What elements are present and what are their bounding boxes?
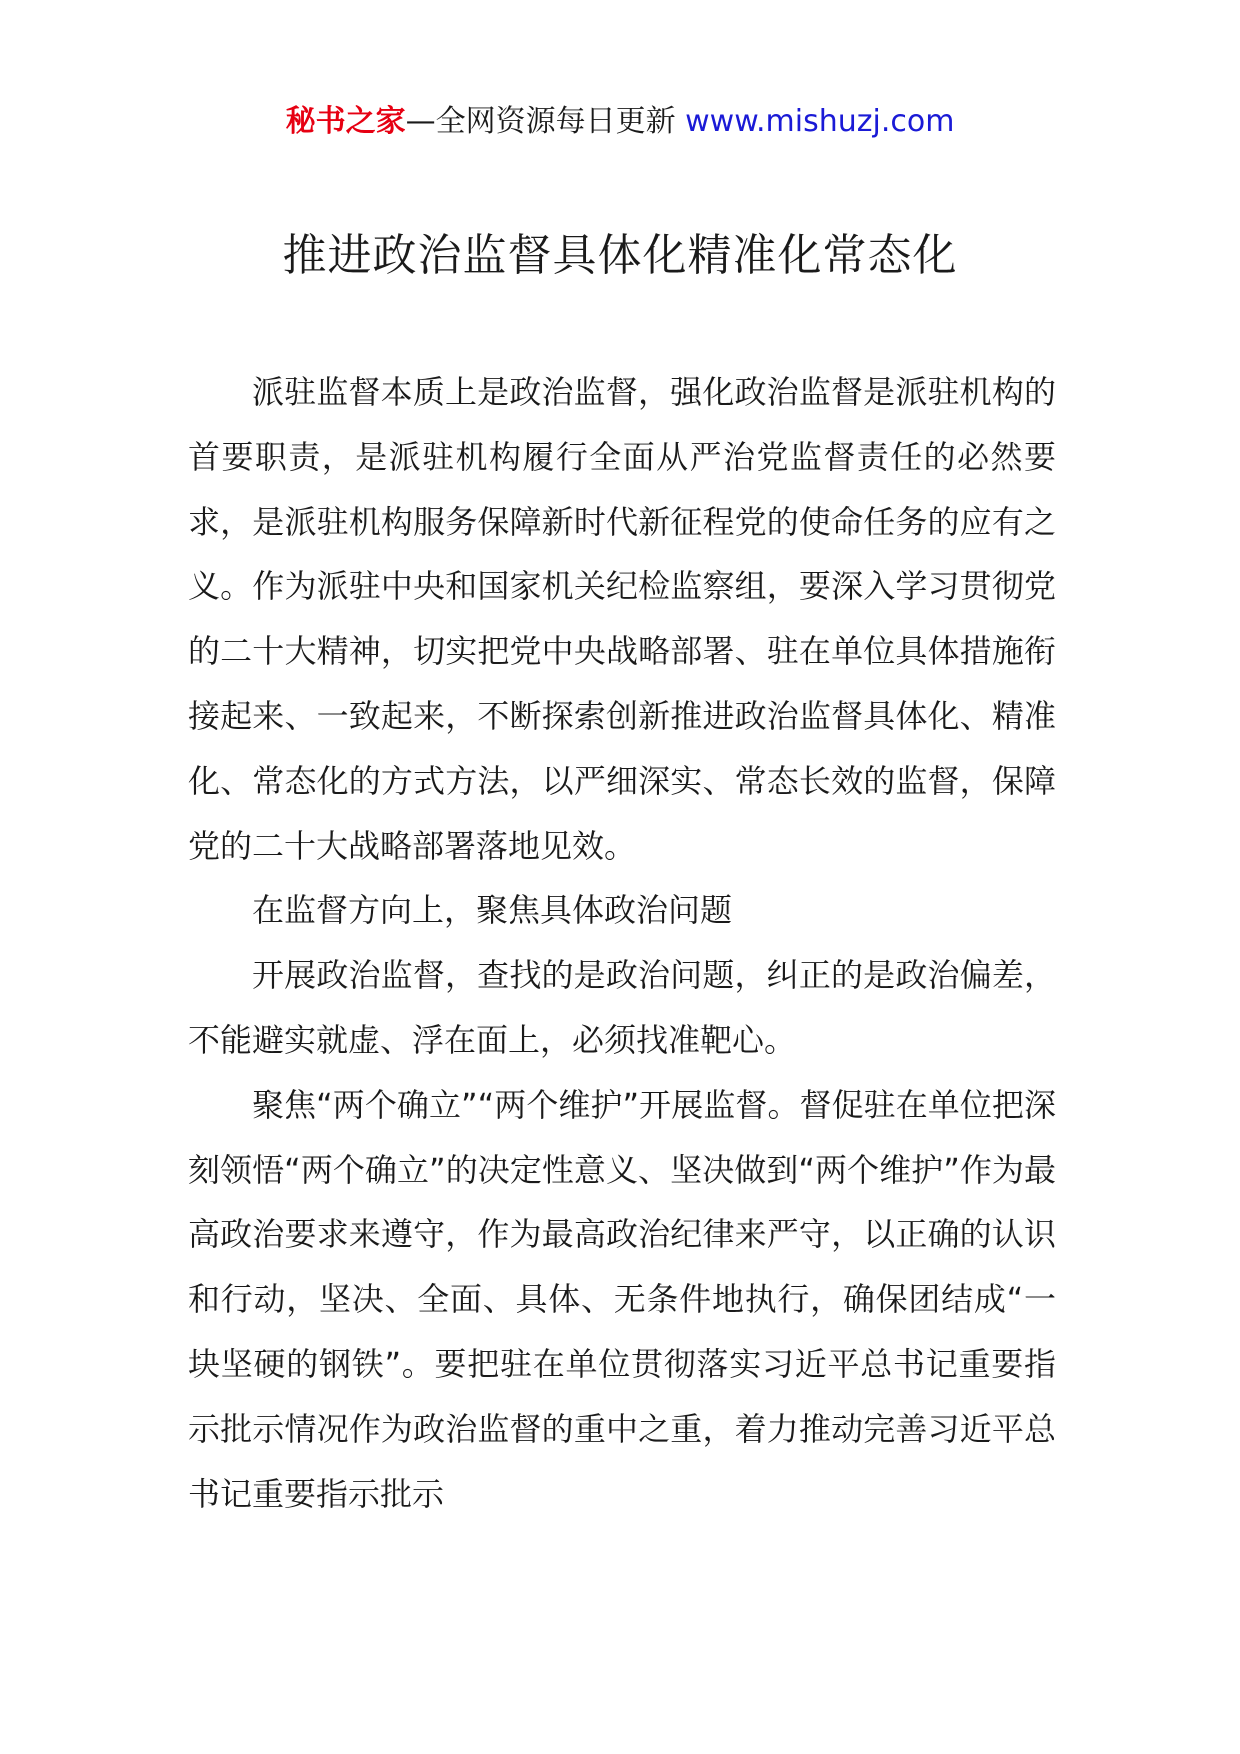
section-heading: 在监督方向上，聚焦具体政治问题: [252, 891, 733, 930]
paragraph-section-lead: 开展政治监督，查找的是政治问题，纠正的是政治偏差，不能避实就虚、浮在面上，必须找准靶心。: [188, 956, 1056, 1059]
paragraph-intro: 派驻监督本质上是政治监督，强化政治监督是派驻机构的首要职责，是派驻机构履行全面从严治党监督责任的必然要求，是派驻机构服务保障新时代新征程党的使命任务的应有之义。作为派驻中央和国家机关纪检监察组，要深入学习贯彻党的二十大精神，切实把党中央战略部署、驻在单位具体措施衔接起来、一致起来，不断探索创新推进政治监督具体化、精准化、常态化的方式方法，以严细深实、常态长效的监督，保障党的二十大战略部署落地见效。: [188, 373, 1056, 865]
brand-name: 秘书之家: [285, 104, 406, 139]
document-title: 推进政治监督具体化精准化常态化: [282, 230, 958, 281]
site-header: [0, 102, 1240, 142]
paragraph-two-establishments: 聚焦“两个确立”“两个维护”开展监督。督促驻在单位把深刻领悟“两个确立”的决定性意义、坚决做到“两个维护”作为最高政治要求来遵守，作为最高政治纪律来严守，以正确的认识和行动，坚决、全面、具体、无条件地执行，确保团结成“一块坚硬的钢铁”。要把驻在单位贯彻落实习近平总书记重要指示批示情况作为政治监督的重中之重，着力推动完善习近平总书记重要指示批示: [188, 1085, 1056, 1513]
site-url-link[interactable]: www.mishuzj.com: [685, 104, 955, 139]
document-body: [188, 360, 1056, 1526]
header-tagline: —全网资源每日更新: [405, 104, 686, 139]
